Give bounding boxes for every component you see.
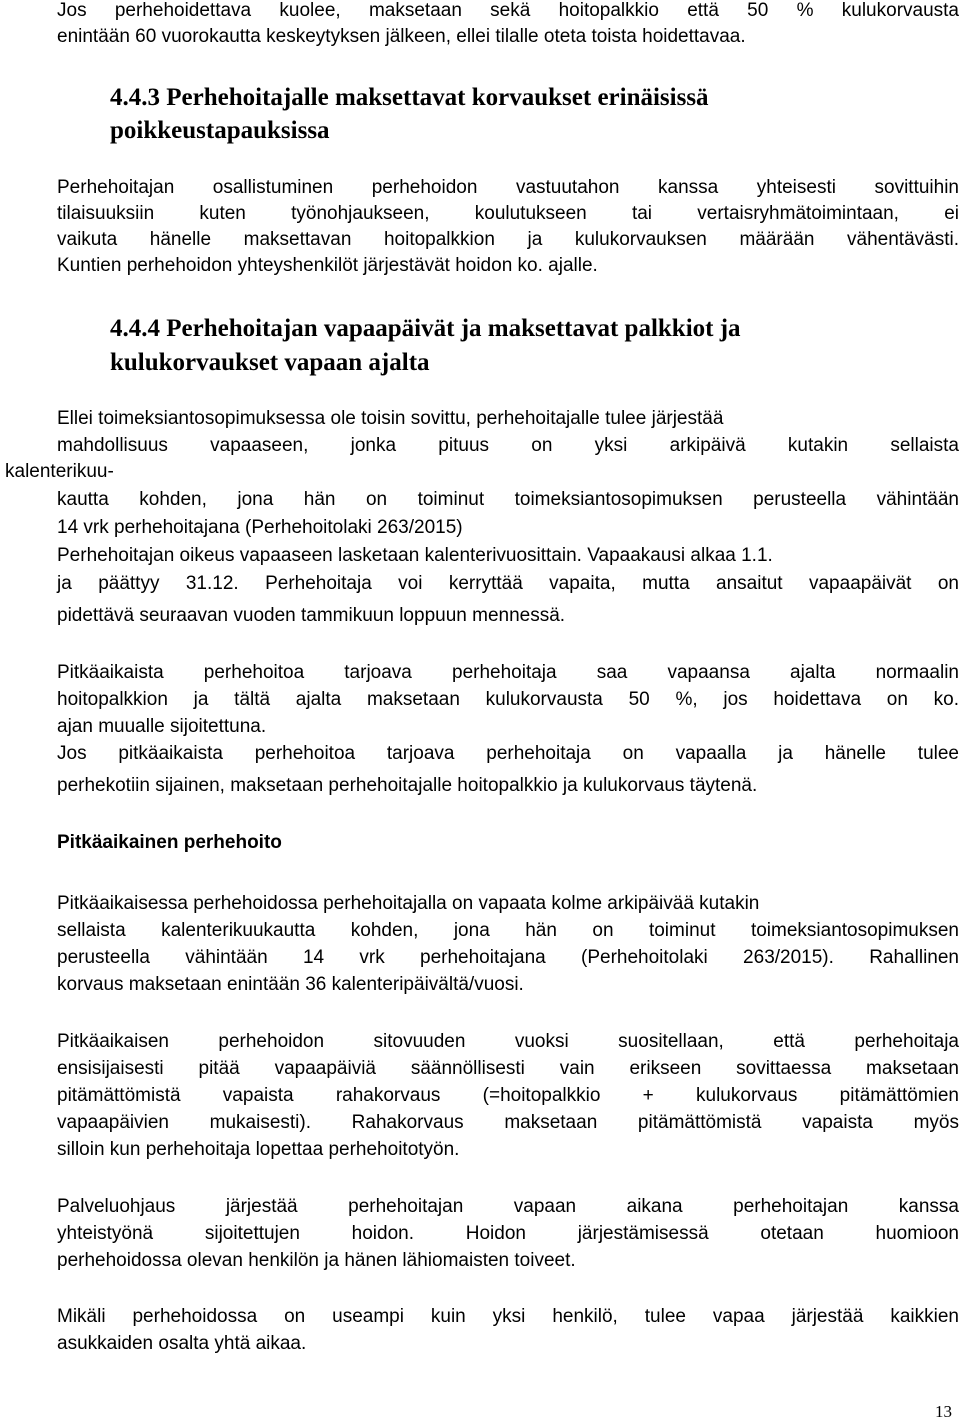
- long-term-p2-line-2: ensisijaisesti pitää vapaapäiviä säännöllisesti vain erikseen sovittaessa maksetaan: [57, 1058, 959, 1079]
- section-444-p1-line-3: kalenterikuu-: [5, 461, 114, 482]
- section-444-p2-line-1: Pitkäaikaista perhehoitoa tarjoava perhehoitaja saa vapaansa ajalta normaalin: [57, 662, 959, 683]
- long-term-p2-line-5: silloin kun perhehoitaja lopettaa perhehoitotyön.: [57, 1139, 460, 1160]
- section-444-heading-line-2: kulukorvaukset vapaan ajalta: [110, 349, 430, 376]
- section-444-p2-line-5: perhekotiin sijainen, maksetaan perhehoitajalle hoitopalkkio ja kulukorvaus täytenä.: [57, 775, 758, 796]
- section-444-p1-line-6: Perhehoitajan oikeus vapaaseen lasketaan kalenterivuosittain. Vapaakausi alkaa 1.1.: [57, 545, 773, 566]
- intro-line-2: enintään 60 vuorokautta keskeytyksen jälkeen, ellei tilalle oteta toista hoidettavaa.: [57, 26, 746, 47]
- section-444-p2-line-4: Jos pitkäaikaista perhehoitoa tarjoava perhehoitaja on vapaalla ja hänelle tulee: [57, 743, 959, 764]
- section-444-p1-line-2: mahdollisuus vapaaseen, jonka pituus on yksi arkipäivä kutakin sellaista: [57, 435, 959, 456]
- long-term-p1-line-1: Pitkäaikaisessa perhehoidossa perhehoitajalla on vapaata kolme arkipäivää kutakin: [57, 893, 760, 914]
- long-term-p4-line-2: asukkaiden osalta yhtä aikaa.: [57, 1333, 307, 1354]
- long-term-p2-line-1: Pitkäaikaisen perhehoidon sitovuuden vuoksi suositellaan, että perhehoitaja: [57, 1031, 959, 1052]
- long-term-p1-line-2: sellaista kalenterikuukautta kohden, jona hän on toiminut toimeksiantosopimuksen: [57, 920, 959, 941]
- page-number: 13: [935, 1402, 952, 1421]
- long-term-care-heading: Pitkäaikainen perhehoito: [57, 832, 282, 853]
- section-443-paragraph-line-1: Perhehoitajan osallistuminen perhehoidon vastuutahon kanssa yhteisesti sovittuihin: [57, 177, 959, 198]
- section-443-heading-line-1: 4.4.3 Perhehoitajalle maksettavat korvaukset erinäisissä: [110, 84, 709, 111]
- section-444-p2-line-2: hoitopalkkion ja tältä ajalta maksetaan kulukorvausta 50 %, jos hoidettava on ko.: [57, 689, 959, 710]
- section-443-heading-line-2: poikkeustapauksissa: [110, 117, 330, 144]
- section-444-p1-line-4: kautta kohden, jona hän on toiminut toimeksiantosopimuksen perusteella vähintään: [57, 489, 959, 510]
- section-443-paragraph-line-2: tilaisuuksiin kuten työnohjaukseen, koulutukseen tai vertaisryhmätoimintaan, ei: [57, 203, 959, 224]
- section-444-p1-line-7: ja päättyy 31.12. Perhehoitaja voi kerryttää vapaita, mutta ansaitut vapaapäivät on: [57, 573, 959, 594]
- section-444-heading-line-1: 4.4.4 Perhehoitajan vapaapäivät ja maksettavat palkkiot ja: [110, 315, 741, 342]
- section-444-p1-line-8: pidettävä seuraavan vuoden tammikuun loppuun mennessä.: [57, 605, 566, 626]
- section-444-p1-line-5: 14 vrk perhehoitajana (Perhehoitolaki 263/2015): [57, 517, 463, 538]
- long-term-p4-line-1: Mikäli perhehoidossa on useampi kuin yksi henkilö, tulee vapaa järjestää kaikkien: [57, 1306, 959, 1327]
- section-444-p2-line-3: ajan muualle sijoitettuna.: [57, 716, 267, 737]
- long-term-p3-line-1: Palveluohjaus järjestää perhehoitajan vapaan aikana perhehoitajan kanssa: [57, 1196, 959, 1217]
- long-term-p1-line-3: perusteella vähintään 14 vrk perhehoitajana (Perhehoitolaki 263/2015). Rahallinen: [57, 947, 959, 968]
- long-term-p1-line-4: korvaus maksetaan enintään 36 kalenteripäivältä/vuosi.: [57, 974, 524, 995]
- long-term-p2-line-4: vapaapäivien mukaisesti). Rahakorvaus maksetaan pitämättömistä vapaista myös: [57, 1112, 959, 1133]
- section-444-p1-line-1: Ellei toimeksiantosopimuksessa ole toisin sovittu, perhehoitajalle tulee järjestää: [57, 408, 724, 429]
- long-term-p2-line-3: pitämättömistä vapaista rahakorvaus (=hoitopalkkio + kulukorvaus pitämättömien: [57, 1085, 959, 1106]
- long-term-p3-line-3: perhehoidossa olevan henkilön ja hänen lähiomaisten toiveet.: [57, 1250, 576, 1271]
- section-443-paragraph-line-4: Kuntien perhehoidon yhteyshenkilöt järjestävät hoidon ko. ajalle.: [57, 255, 598, 276]
- section-443-paragraph-line-3: vaikuta hänelle maksettavan hoitopalkkion ja kulukorvauksen määrään vähentävästi.: [57, 229, 959, 250]
- long-term-p3-line-2: yhteistyönä sijoitettujen hoidon. Hoidon järjestämisessä otetaan huomioon: [57, 1223, 959, 1244]
- intro-line-1: Jos perhehoidettava kuolee, maksetaan sekä hoitopalkkio että 50 % kulukorvausta: [57, 0, 959, 21]
